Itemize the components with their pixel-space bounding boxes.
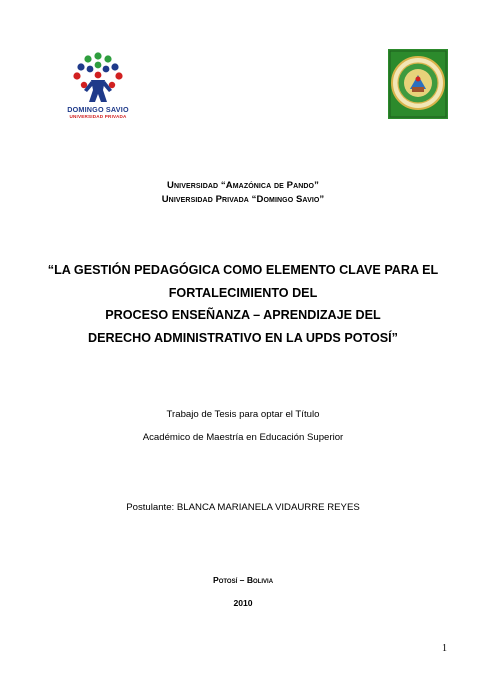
thesis-title-line-2: FORTALECIMIENTO DEL <box>168 286 318 300</box>
university-line-1: Universidad “Amazónica de Pando” <box>167 180 319 191</box>
thesis-title-line-1: “LA GESTIÓN PEDAGÓGICA COMO ELEMENTO CLAVE PARA EL <box>47 263 439 277</box>
thesis-title-line-4: DERECHO ADMINISTRATIVO EN LA UPDS POTOSÍ” <box>88 331 398 345</box>
thesis-title-line-3: PROCESO ENSEÑANZA – APRENDIZAJE DEL <box>105 308 381 322</box>
location: Potosí – Bolivia <box>212 575 274 585</box>
domingo-savio-logo <box>60 50 136 122</box>
applicant-name: Postulante: BLANCA MARIANELA VIDAURRE REYES <box>126 502 360 513</box>
university-seal-logo <box>388 49 448 119</box>
university-seal-icon <box>388 49 448 119</box>
page-number: 1 <box>442 643 447 654</box>
thesis-description-line-2: Académico de Maestría en Educación Superior <box>142 432 344 443</box>
logo-subtitle-text: UNIVERSIDAD PRIVADA <box>69 114 127 119</box>
domingo-savio-emblem-icon <box>60 50 136 106</box>
thesis-description-line-1: Trabajo de Tesis para optar el Título <box>166 409 320 420</box>
logo-name-text: DOMINGO SAVIO <box>67 105 129 114</box>
year: 2010 <box>233 598 253 608</box>
university-line-2: Universidad Privada “Domingo Savio” <box>161 194 325 205</box>
